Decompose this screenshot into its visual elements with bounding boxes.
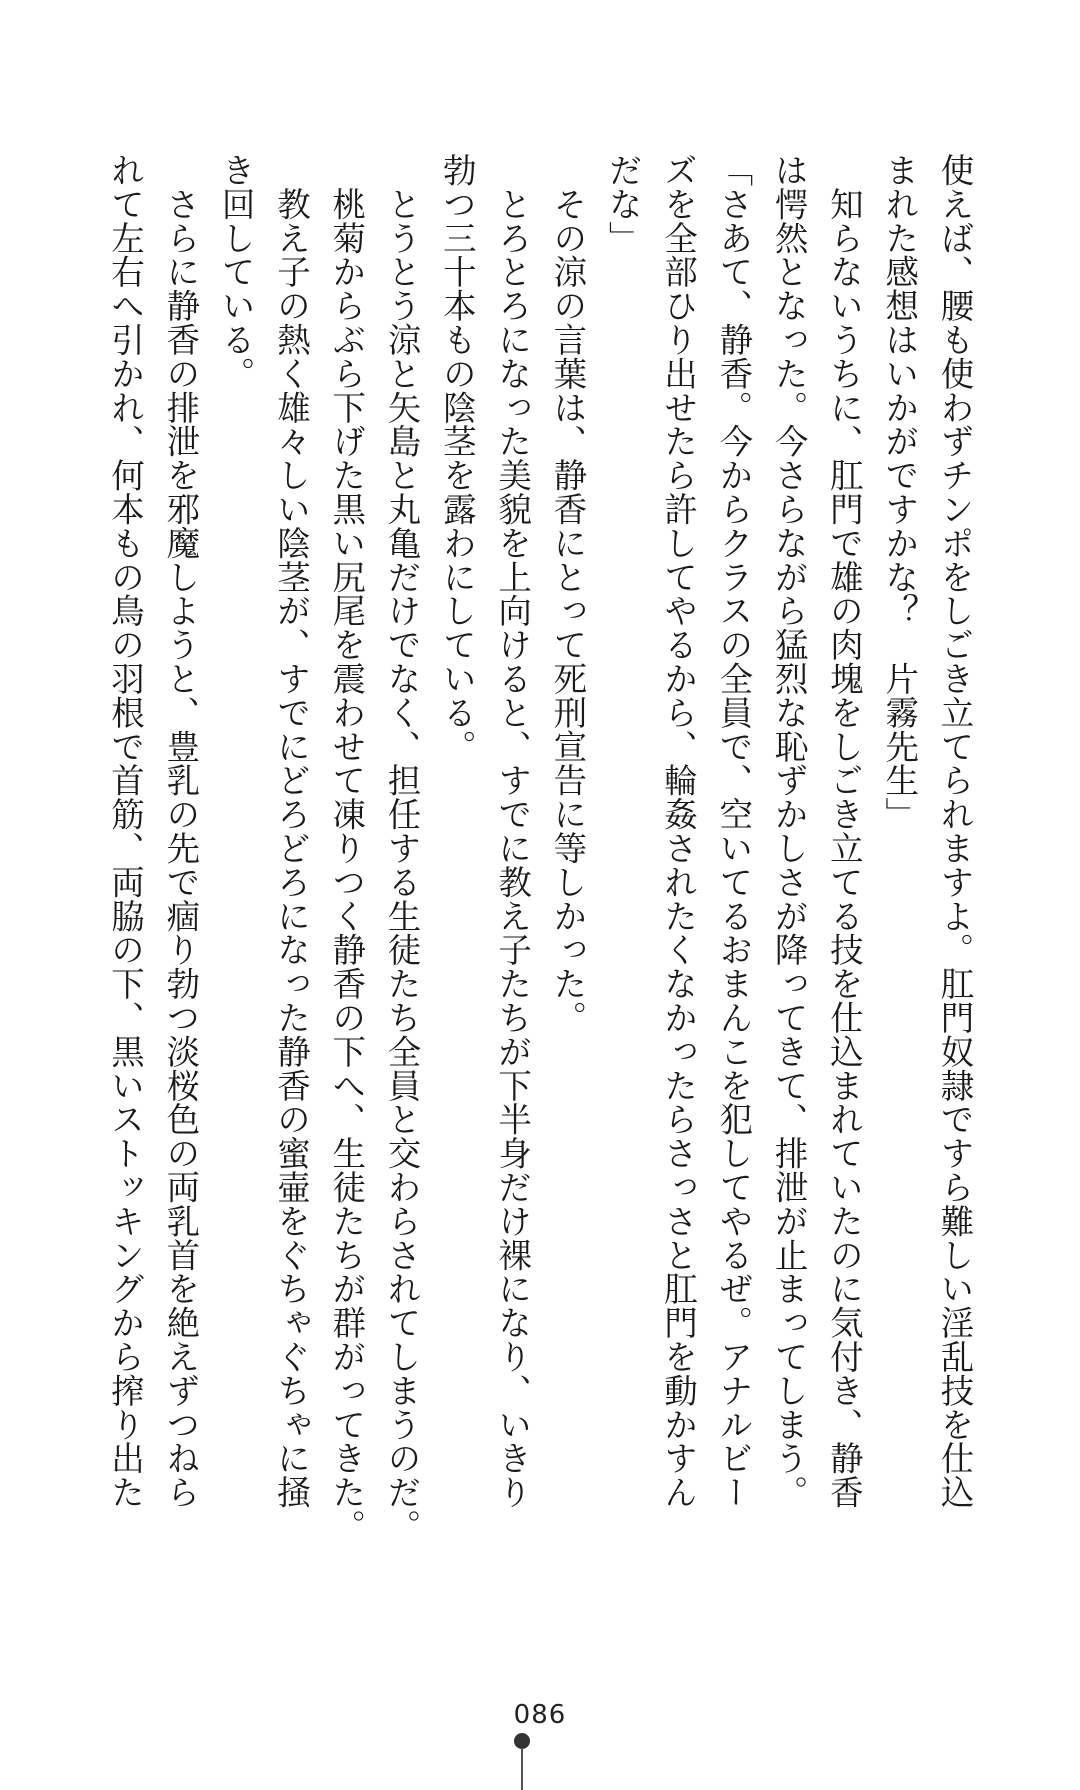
text-line: まれた感想はいかがですかな？ 片霧先生」	[879, 153, 919, 831]
text-line: は愕然となった。今さらながら猛烈な恥ずかしさが降ってきて、排泄が止まってしまう。	[769, 153, 809, 1509]
page-number: 086	[513, 1700, 567, 1730]
text-line: 「さあて、静香。今からクラスの全員で、空いてるおまんこを犯してやるぜ。アナルビー	[713, 153, 753, 1509]
page-marker-line	[521, 1748, 523, 1790]
text-line: その涼の言葉は、静香にとって死刑宣告に等しかった。	[547, 153, 587, 1035]
text-line: れて左右へ引かれ、何本もの鳥の羽根で首筋、両脇の下、黒いストッキングから搾り出た	[105, 153, 145, 1509]
text-line: 教え子の熱く雄々しい陰茎が、すでにどろどろになった静香の蜜壷をぐちゃぐちゃに掻	[271, 153, 311, 1509]
text-line: 使えば、腰も使わずチンポをしごき立てられますよ。肛門奴隷ですら難しい淫乱技を仕込	[935, 153, 974, 1509]
text-line: とうとう涼と矢島と丸亀だけでなく、担任する生徒たち全員と交わらされてしまうのだ。	[382, 153, 422, 1543]
text-line: き回している。	[216, 153, 256, 391]
text-line: 知らないうちに、肛門で雄の肉塊をしごき立てる技を仕込まれていたのに気付き、静香	[824, 153, 864, 1509]
text-line: だな」	[603, 153, 643, 255]
body-text	[97, 153, 982, 1543]
text-line: 桃菊からぶら下げた黒い尻尾を震わせて凍りつく静香の下へ、生徒たちが群がってきた。	[326, 153, 366, 1543]
text-line: ズを全部ひり出せたら許してやるから、輪姦されたくなかったらさっさと肛門を動かすん	[658, 153, 698, 1509]
text-line: 勃つ三十本もの陰茎を露わにしている。	[437, 153, 477, 764]
text-line: さらに静香の排泄を邪魔しようと、豊乳の先で痼り勃つ淡桜色の両乳首を絶えずつねら	[160, 153, 200, 1509]
page-marker-dot	[514, 1733, 530, 1749]
text-line: とろとろになった美貌を上向けると、すでに教え子たちが下半身だけ裸になり、いきり	[492, 153, 532, 1509]
